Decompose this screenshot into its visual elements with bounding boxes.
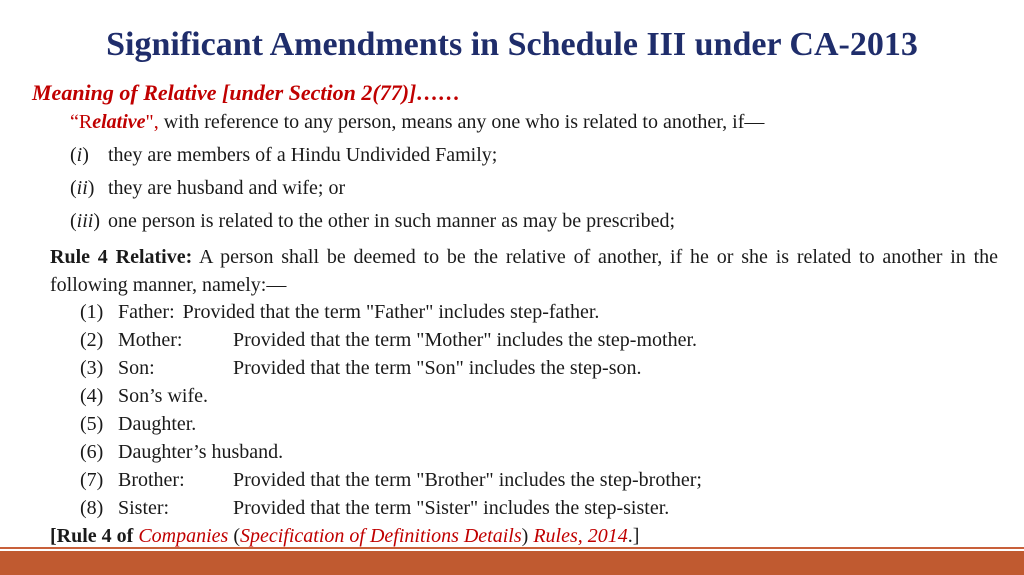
clause-iii	[70, 210, 675, 233]
citation-open: [Rule 4 of	[50, 525, 139, 547]
section-heading: Meaning of Relative [under Section 2(77)]……	[32, 80, 461, 105]
list-item	[80, 494, 702, 522]
item-proviso: Provided that the term "Son" includes the step-son.	[233, 357, 642, 379]
slide-title: Significant Amendments in Schedule III under CA-2013	[106, 26, 918, 63]
clause-i	[70, 144, 497, 167]
citation-part: Rules, 2014	[533, 525, 628, 547]
list-item	[80, 466, 702, 494]
clause-number: (iii)	[70, 210, 101, 232]
list-item	[80, 438, 702, 466]
rule-text: A person shall be deemed to be the relative of another, if he or she is related to another in the following manner, namely:—	[50, 246, 998, 296]
clause-number: (i)	[70, 144, 89, 166]
clause-text: one person is related to the other in such manner as may be prescribed;	[108, 210, 676, 232]
definition-close-quote: ",	[145, 111, 159, 133]
item-label: Son’s wife.	[118, 385, 208, 407]
list-item	[80, 298, 702, 326]
item-number: (3)	[80, 357, 104, 379]
item-label: Brother:	[118, 469, 185, 491]
citation-part: Companies	[138, 525, 229, 547]
citation-paren: )	[521, 525, 534, 547]
item-number: (4)	[80, 385, 104, 407]
rule-4-paragraph	[50, 243, 998, 299]
citation-close: .]	[627, 525, 640, 547]
item-label: Daughter.	[118, 413, 197, 435]
citation-paren: (	[228, 525, 240, 547]
list-item	[80, 382, 702, 410]
definition-text: with reference to any person, means any one who is related to another, if—	[158, 111, 765, 133]
list-item	[80, 410, 702, 438]
item-number: (6)	[80, 441, 104, 463]
item-label: Father:	[118, 301, 175, 323]
item-number: (8)	[80, 497, 104, 519]
rule-lead: Rule 4 Relative:	[50, 246, 193, 268]
item-proviso: Provided that the term "Father" includes step-father.	[182, 301, 600, 323]
item-label: Sister:	[118, 497, 170, 519]
relative-definition	[70, 111, 764, 134]
footer-bar	[0, 551, 1024, 575]
item-proviso: Provided that the term "Sister" includes the step-sister.	[233, 497, 670, 519]
item-proviso: Provided that the term "Mother" includes the step-mother.	[233, 329, 698, 351]
clause-number: (ii)	[70, 177, 95, 199]
item-number: (5)	[80, 413, 104, 435]
item-number: (2)	[80, 329, 104, 351]
item-number: (1)	[80, 301, 104, 323]
item-proviso: Provided that the term "Brother" includes the step-brother;	[233, 469, 702, 491]
item-label: Son:	[118, 357, 155, 379]
definition-term: elative	[92, 111, 146, 133]
rule-citation	[50, 525, 639, 548]
relative-list	[80, 298, 702, 522]
clause-ii	[70, 177, 345, 200]
list-item	[80, 354, 702, 382]
item-number: (7)	[80, 469, 104, 491]
footer-rule	[0, 547, 1024, 549]
list-item	[80, 326, 702, 354]
item-label: Mother:	[118, 329, 183, 351]
clause-text: they are husband and wife; or	[108, 177, 346, 199]
citation-part: Specification of Definitions Details	[240, 525, 522, 547]
clause-text: they are members of a Hindu Undivided Family;	[108, 144, 498, 166]
item-label: Daughter’s husband.	[118, 441, 284, 463]
definition-open-quote: “R	[70, 111, 93, 133]
